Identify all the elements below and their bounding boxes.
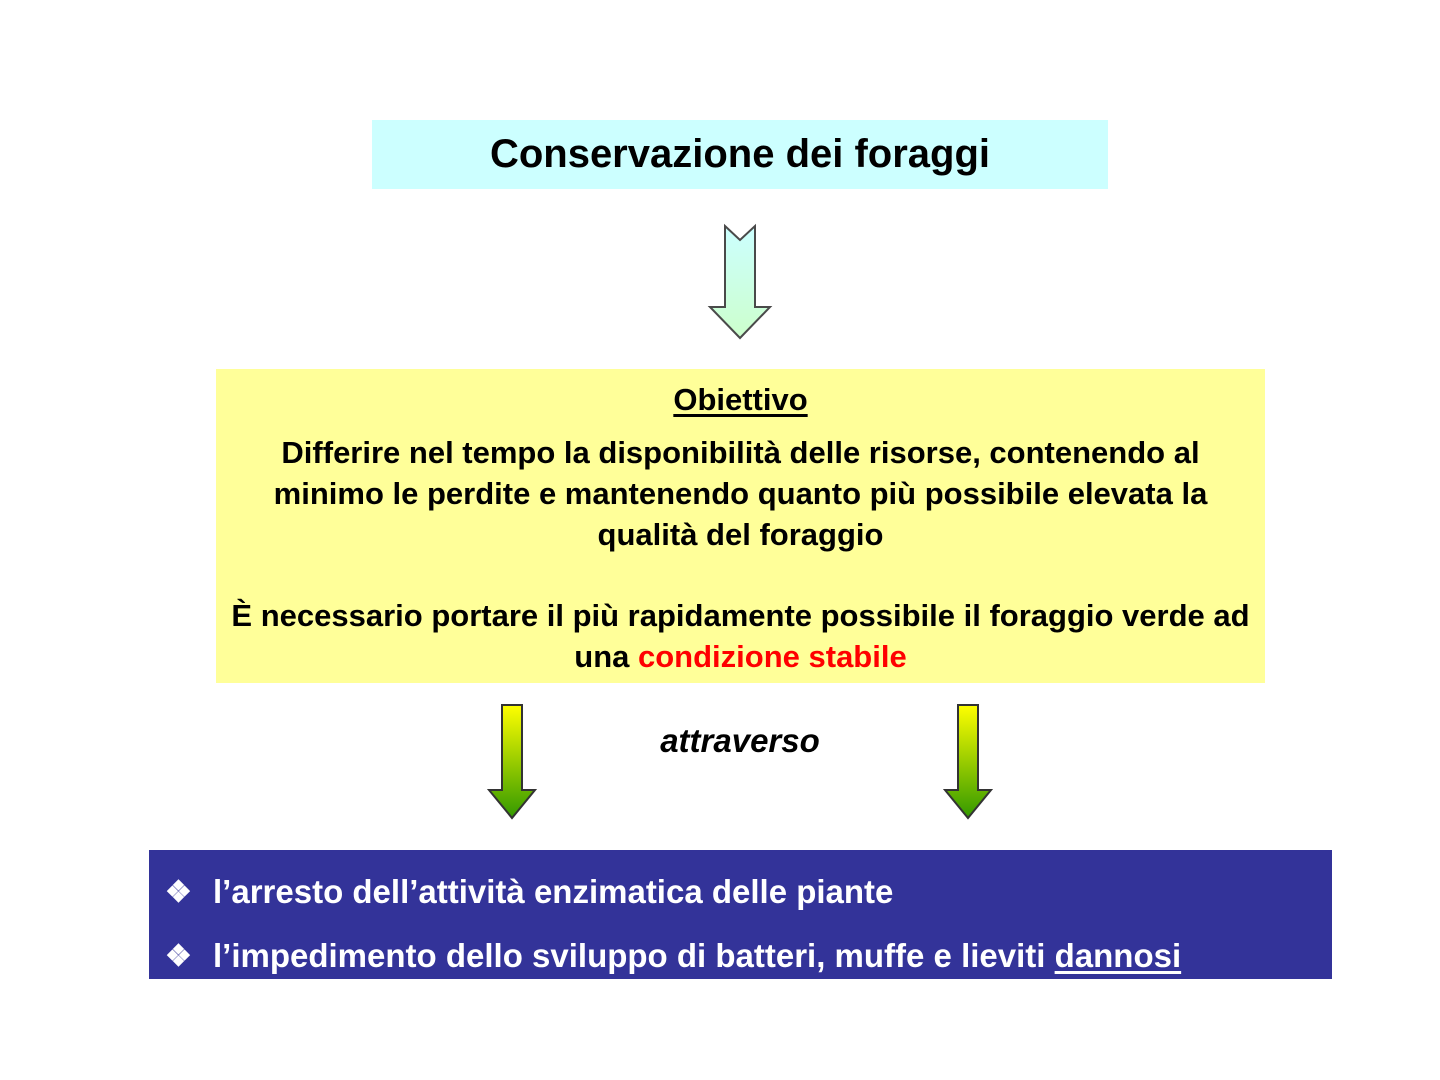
left-down-arrow-icon [487, 702, 537, 822]
objective-paragraph-2 [226, 595, 1256, 677]
title-box [372, 120, 1108, 189]
diamond-bullet-icon: ❖ [165, 939, 192, 973]
down-arrow-icon [700, 222, 780, 342]
objective-box [216, 369, 1265, 683]
underlined-word: dannosi [1054, 937, 1182, 974]
bullet-text [213, 937, 1181, 975]
methods-box [149, 850, 1332, 979]
connector-label: attraverso [660, 722, 820, 759]
objective-heading: Obiettivo [673, 382, 808, 417]
objective-paragraph: Differire nel tempo la disponibilità delle risorse, contenendo al minimo le perdite e mantenendo quanto più possibile elevata la qualità del foraggio [273, 435, 1208, 552]
diamond-bullet-icon: ❖ [165, 875, 192, 909]
list-item [165, 924, 1332, 988]
objective-highlight: condizione stabile [638, 639, 907, 674]
bullet-text-prefix: l’impedimento dello sviluppo di batteri, muffe e lieviti [213, 937, 1055, 974]
list-item [165, 860, 1332, 924]
slide-title: Conservazione dei foraggi [489, 132, 991, 176]
right-down-arrow-icon [943, 702, 993, 822]
bullet-text: l’arresto dell’attività enzimatica delle piante [213, 873, 894, 910]
objective-paragraph-2-prefix: È necessario portare il più rapidamente possibile il foraggio verde ad una [231, 598, 1250, 674]
